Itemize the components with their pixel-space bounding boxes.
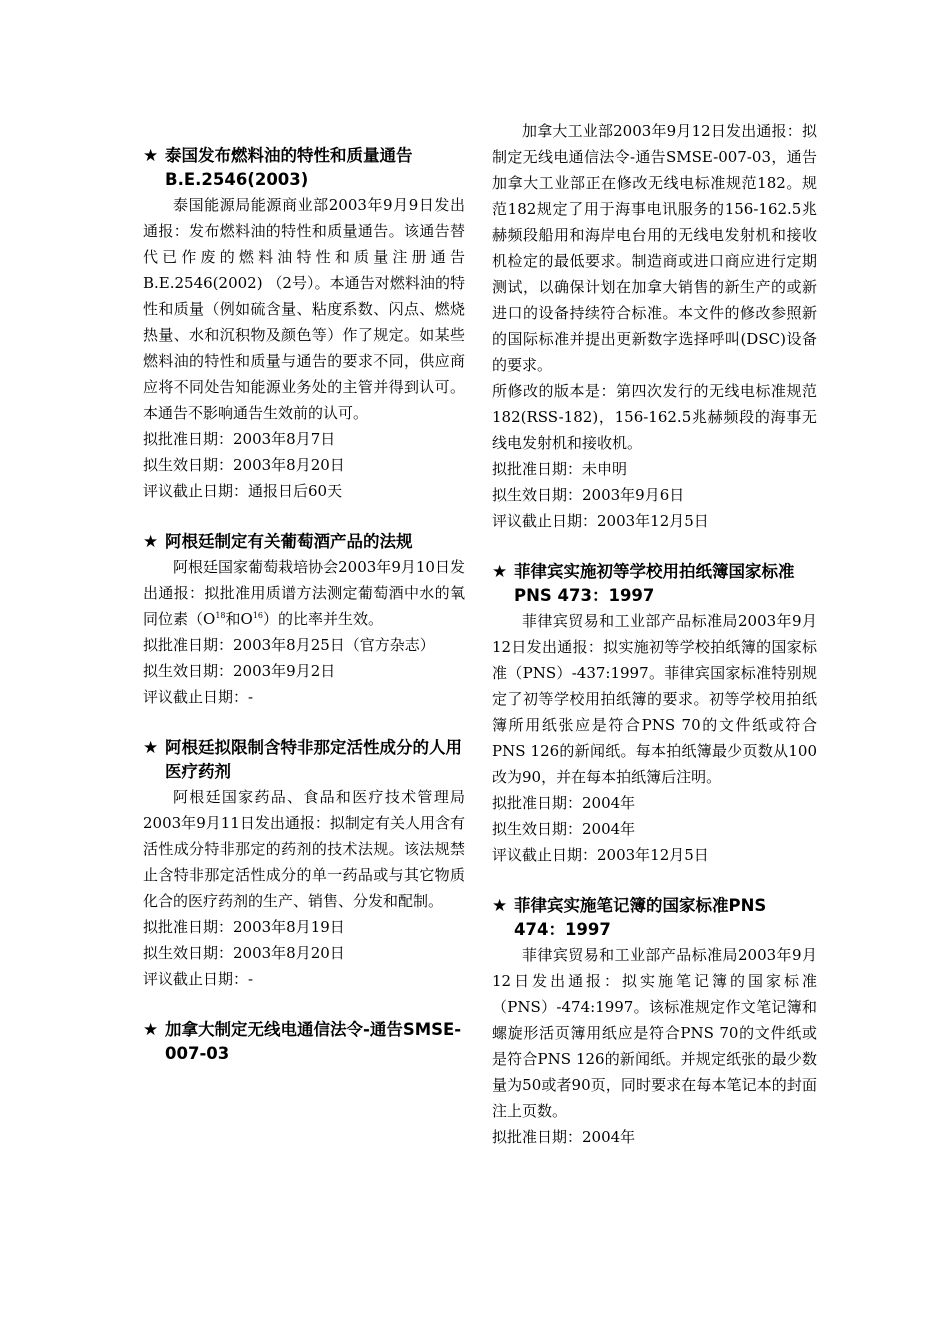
approval-date: 拟批准日期：2003年8月25日（官方杂志） xyxy=(143,636,435,654)
article-argentina-wine xyxy=(143,530,465,710)
article-title-text: 菲律宾实施初等学校用拍纸簿国家标准PNS 473：1997 xyxy=(514,562,795,605)
right-column xyxy=(492,118,817,1150)
comment-deadline: 评议截止日期：- xyxy=(143,970,254,988)
star-icon: ★ xyxy=(492,562,508,582)
article-title-text: 菲律宾实施笔记簿的国家标准PNS 474：1997 xyxy=(514,896,767,939)
article-body: 加拿大工业部2003年9月12日发出通报：拟制定无线电通信法令-通告SMSE-007-03，通告加拿大工业部正在修改无线电标准规范182。规范182规定了用于海事电讯服务的156-162.5兆赫频段船用和海岸电台用的无线电发射机和接收机检定的最低要求。制造商或进口商应进行定期测试，以确保计划在加拿大销售的新生产的或新进口的设备持续符合标准。本文件的修改参照新的国际标准并提出更新数字选择呼叫(DSC)设备的要求。 xyxy=(492,122,817,374)
body-part-1: 阿根廷国家葡萄栽培协会2003年9月10日发出通报：拟批准用质谱方法测定葡萄酒中水的氧同位素（O xyxy=(143,558,465,628)
article-philippines-pad-paper xyxy=(492,560,817,868)
article-title-text: 阿根廷制定有关葡萄酒产品的法规 xyxy=(165,532,413,551)
article-body: 阿根廷国家药品、食品和医疗技术管理局2003年9月11日发出通报：拟制定有关人用含有活性成分特非那定的药剂的技术法规。该法规禁止含特非那定活性成分的单一药品或与其它物质化合的医疗药剂的生产、销售、分发和配制。 xyxy=(143,788,465,910)
article-body: 菲律宾贸易和工业部产品标准局2003年9月12日发出通报：拟实施初等学校拍纸簿的国家标准（PNS）-437:1997。菲律宾国家标准特别规定了初等学校用拍纸簿的要求。初等学校用拍纸簿所用纸张应是符合PNS 70的文件纸或符合PNS 126的新闻纸。每本拍纸簿最少页数从100改为90，并在每本拍纸簿后注明。 xyxy=(492,612,817,786)
effective-date: 拟生效日期：2003年9月2日 xyxy=(143,662,336,680)
approval-date: 拟批准日期：2003年8月19日 xyxy=(143,918,345,936)
article-title xyxy=(492,560,817,608)
article-canada-radio-continued xyxy=(492,118,817,534)
star-icon: ★ xyxy=(492,896,508,916)
article-body: 泰国能源局能源商业部2003年9月9日发出通报：发布燃料油的特性和质量通告。该通告替代已作废的燃料油特性和质量注册通告B.E.2546(2002) （2号）。本通告对燃料油的特性和质量（例如硫含量、粘度系数、闪点、燃烧热量、水和沉积物及颜色等）作了规定。如某些燃料油的特性和质量与通告的要求不同，供应商应将不同处告知能源业务处的主管并得到认可。本通告不影响通告生效前的认可。 xyxy=(143,196,465,422)
left-column xyxy=(143,118,465,1066)
article-title xyxy=(143,1018,465,1066)
article-body xyxy=(143,554,465,632)
star-icon: ★ xyxy=(143,532,159,552)
comment-deadline: 评议截止日期：通报日后60天 xyxy=(143,482,343,500)
article-title-text: 加拿大制定无线电通信法令-通告SMSE-007-03 xyxy=(165,1020,462,1063)
body-part-3: ）的比率并生效。 xyxy=(263,610,384,628)
article-thailand-fuel-oil xyxy=(143,144,465,504)
comment-deadline: 评议截止日期：2003年12月5日 xyxy=(492,846,709,864)
superscript-16: 16 xyxy=(252,611,263,620)
comment-deadline: 评议截止日期：- xyxy=(143,688,254,706)
star-icon: ★ xyxy=(143,738,159,758)
superscript-18: 18 xyxy=(215,611,226,620)
article-body-revision: 所修改的版本是：第四次发行的无线电标准规范182(RSS-182)，156-162.5兆赫频段的海事无线电发射机和接收机。 xyxy=(492,382,817,452)
article-body: 菲律宾贸易和工业部产品标准局2003年9月12日发出通报：拟实施笔记簿的国家标准（PNS）-474:1997。该标准规定作文笔记簿和螺旋形活页簿用纸应是符合PNS 70的文件纸或是符合PNS 126的新闻纸。并规定纸张的最少数量为50或者90页，同时要求在每本笔记本的封面注上页数。 xyxy=(492,946,817,1120)
article-title-text: 泰国发布燃料油的特性和质量通告B.E.2546(2003) xyxy=(165,146,413,189)
article-title xyxy=(143,736,465,784)
effective-date: 拟生效日期：2004年 xyxy=(492,820,636,838)
effective-date: 拟生效日期：2003年9月6日 xyxy=(492,486,685,504)
article-title-text: 阿根廷拟限制含特非那定活性成分的人用医疗药剂 xyxy=(165,738,462,781)
star-icon: ★ xyxy=(143,1020,159,1040)
article-title xyxy=(492,894,817,942)
approval-date: 拟批准日期：2004年 xyxy=(492,1128,636,1146)
article-argentina-terfenadine xyxy=(143,736,465,992)
article-title xyxy=(143,530,465,554)
article-philippines-notebook xyxy=(492,894,817,1150)
star-icon: ★ xyxy=(143,146,159,166)
approval-date: 拟批准日期：2004年 xyxy=(492,794,636,812)
approval-date: 拟批准日期：未申明 xyxy=(492,460,628,478)
article-title xyxy=(143,144,465,192)
approval-date: 拟批准日期：2003年8月7日 xyxy=(143,430,336,448)
effective-date: 拟生效日期：2003年8月20日 xyxy=(143,456,345,474)
comment-deadline: 评议截止日期：2003年12月5日 xyxy=(492,512,709,530)
body-part-2: 和O xyxy=(225,610,253,628)
article-canada-radio xyxy=(143,1018,465,1066)
effective-date: 拟生效日期：2003年8月20日 xyxy=(143,944,345,962)
